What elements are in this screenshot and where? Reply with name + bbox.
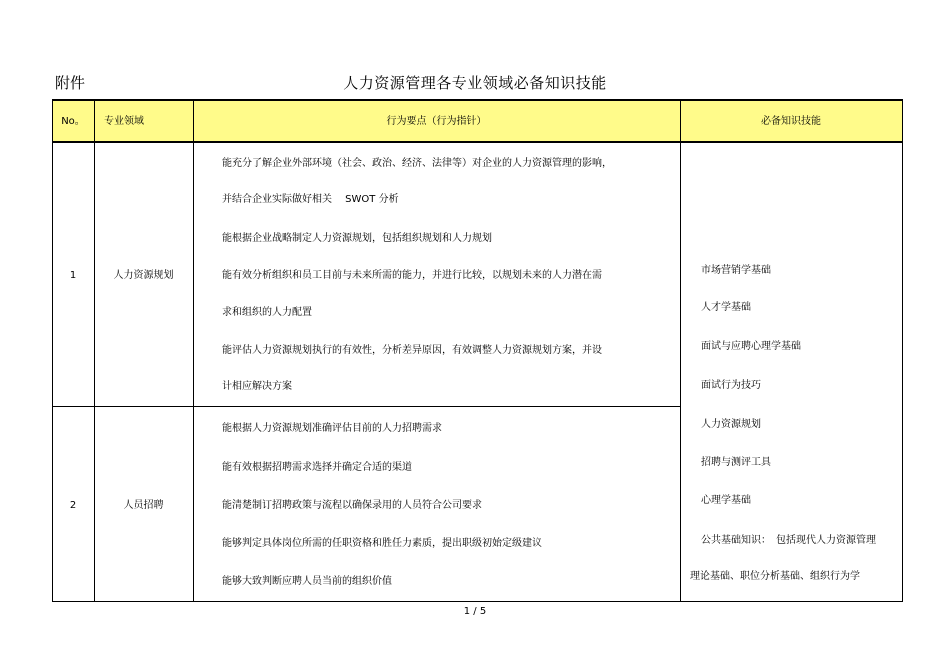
table-border-col1 [94, 100, 95, 602]
row2-point: 能根据人力资源规划准确评估目前的人力招聘需求 [222, 423, 442, 434]
row2-point: 能有效根据招聘需求选择并确定合适的渠道 [222, 462, 412, 473]
table-border-header-bottom [52, 141, 903, 143]
attachment-label: 附件 [55, 74, 86, 92]
row1-point: 能评估人力资源规划执行的有效性，分析差异原因，有效调整人力资源规划方案，并设 [222, 345, 602, 356]
row1-point: 求和组织的人力配置 [222, 307, 312, 318]
row1-point: 并结合企业实际做好相关 SWOT 分析 [222, 194, 399, 205]
row1-point: 能充分了解企业外部环境（社会、政治、经济、法律等）对企业的人力资源管理的影响， [222, 158, 612, 169]
column-header-points: 行为要点（行为指针） [386, 116, 487, 127]
row1-point: 能根据企业战略制定人力资源规划，包括组织规划和人力规划 [222, 233, 492, 244]
skill-item: 公共基础知识： 包括现代人力资源管理 [701, 535, 876, 546]
row2-point: 能清楚制订招聘政策与流程以确保录用的人员符合公司要求 [222, 500, 482, 511]
column-header-no: No。 [61, 116, 85, 127]
row1-point: 能有效分析组织和员工目前与未来所需的能力，并进行比较，以规划未来的人力潜在需 [222, 270, 602, 281]
table-border-col2 [193, 100, 194, 602]
row1-field: 人力资源规划 [113, 270, 174, 281]
table-border-right [902, 100, 903, 602]
skill-item: 招聘与测评工具 [701, 457, 771, 468]
table-border-row1-bottom [52, 406, 680, 407]
skill-item: 市场营销学基础 [701, 265, 771, 276]
row2-point: 能够大致判断应聘人员当前的组织价值 [222, 576, 392, 587]
row2-no: 2 [69, 500, 77, 511]
row2-point: 能够判定具体岗位所需的任职资格和胜任力素质，提出职级初始定级建议 [222, 538, 542, 549]
row2-field: 人员招聘 [123, 500, 164, 511]
skill-item: 面试行为技巧 [701, 380, 761, 391]
table-border-left [52, 100, 53, 602]
skill-item: 面试与应聘心理学基础 [701, 341, 801, 352]
row1-no: 1 [69, 270, 77, 281]
document-title: 人力资源管理各专业领域必备知识技能 [343, 74, 607, 92]
skill-item: 心理学基础 [701, 495, 751, 506]
table-border-col3 [680, 100, 681, 602]
table-border-top [52, 99, 903, 101]
skill-item: 人力资源规划 [701, 419, 761, 430]
page-number: 1 / 5 [463, 606, 487, 617]
row1-point: 计相应解决方案 [222, 381, 292, 392]
skill-item: 人才学基础 [701, 302, 751, 313]
column-header-field: 专业领域 [104, 116, 144, 127]
skill-item: 理论基础、职位分析基础、组织行为学 [690, 571, 860, 582]
column-header-skills: 必备知识技能 [761, 116, 821, 127]
table-border-bottom [52, 601, 903, 602]
